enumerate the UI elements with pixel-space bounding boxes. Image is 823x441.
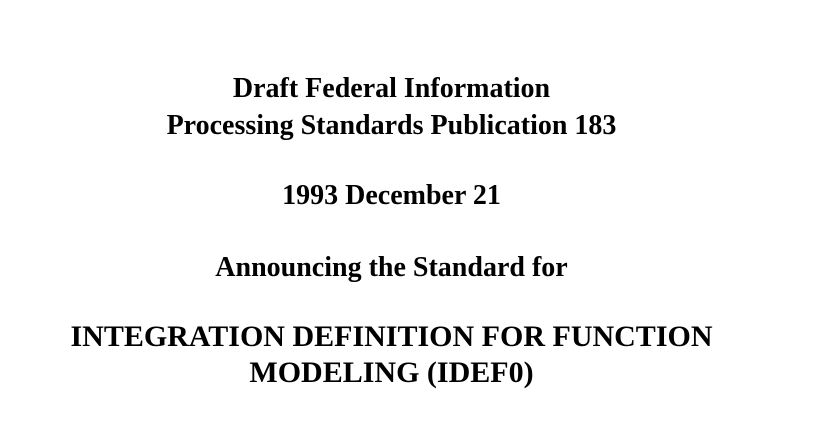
announcement-heading [0, 251, 783, 285]
standard-title-line-2: MODELING (IDEF0) [249, 356, 534, 389]
publication-date [0, 179, 783, 213]
standard-title [0, 319, 783, 391]
publication-title-line-2: Processing Standards Publication 183 [166, 110, 617, 141]
publication-title-line-1: Draft Federal Information [232, 73, 551, 104]
standard-title-line-1: INTEGRATION DEFINITION FOR FUNCTION [70, 320, 713, 353]
publication-title [0, 70, 783, 144]
publication-date-text: 1993 December 21 [282, 180, 501, 211]
announcement-text: Announcing the Standard for [215, 252, 568, 283]
